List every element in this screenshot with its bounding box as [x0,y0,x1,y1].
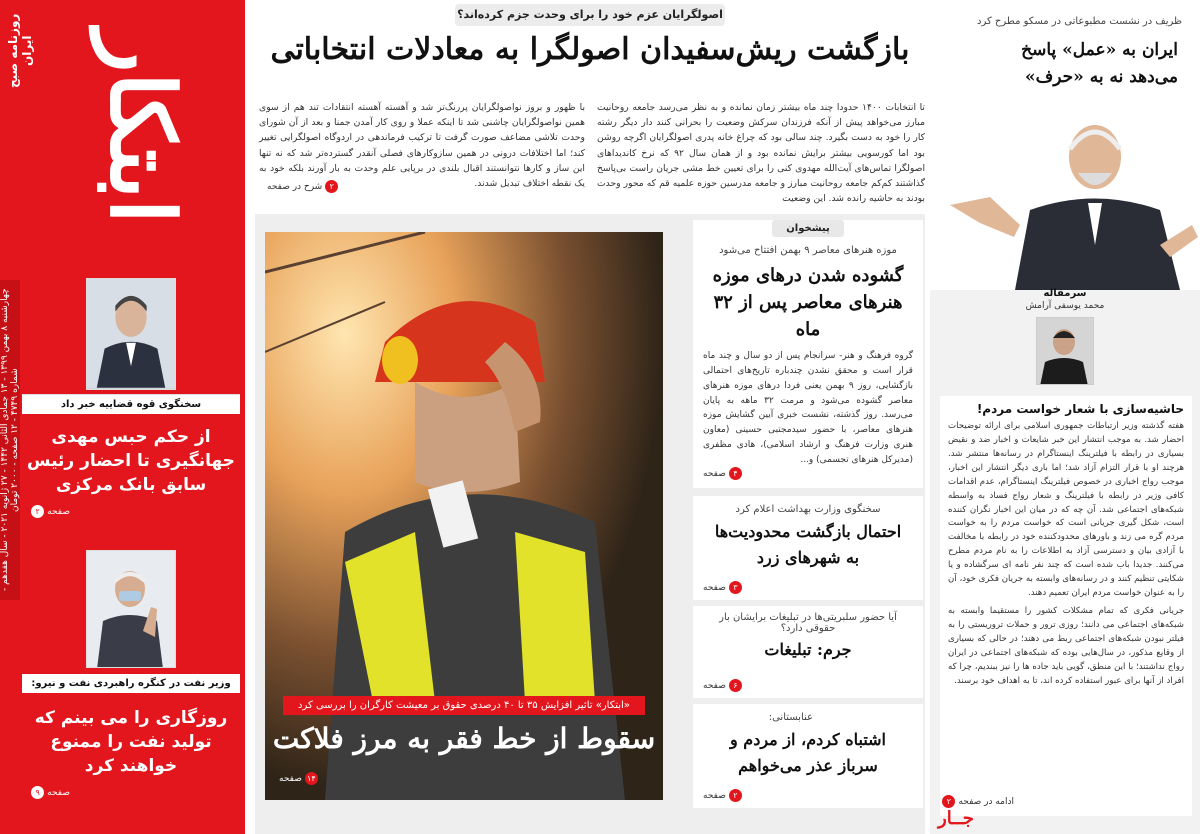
editorial-article[interactable] [940,396,1192,816]
left-story-2-page-ref[interactable]: صفحه ۹ [22,786,240,799]
top-story-col1: تا انتخابات ۱۴۰۰ حدودا چند ماه بیشتر زمان نمانده و به نظر می‌رسد جامعه روحانیت مبارز می‌خواهد پیش از آنکه فرزندان سرکش وضعیت را بحرانی کنند دار دیگر رشته کار را خود به دست بگیرد. چند سالی بود که چراغ خانه پدری اصولگرایان اگرچه روشن بود اما کورسویی بیشتر برایش نمانده بود و از همان سال ۹۲ که نرخ کاندیداهای اصولگرا تماس‌های آیت‌الله مهدوی کنی را برای تعیین خط مشی جریان راست بی‌پاسخ گذاشتند کم‌کم جامعه روحانیت مبارز و جامعه مدرسین حوزه علمیه قم که محور وحدت بودند به حاشیه رانده شد. این وضعیت [597,102,925,205]
left-red-column [0,0,245,834]
ads-title: جرم: تبلیغات [764,640,852,659]
editorial-title: حاشیه‌سازی با شعار خواست مردم! [976,402,1184,416]
apology-title: اشتباه کردم، از مردم و سرباز عذر می‌خواهم [729,730,886,775]
preview-body: گروه فرهنگ و هنر- سرانجام پس از دو سال و چند ماه قرار است و محقق نشدن چندباره تاریخ‌های احتمالی بازگشایی، روز ۹ بهمن یعنی فردا درهای موزه هنرهای معاصر گشوده می‌شود و مرمت ۳۲ ماهه به پایان می‌رسد. روز گذشته، نشست خبری آیین گشایش موزه هنرهای معاصر، با حضور سیدمجتبی حسینی (معاون هنری وزارت فرهنگ و ارشاد اسلامی)، هادی مظفری (مدیرکل هنرهای تجسمی) و... [703,351,914,465]
left-story-1-page-ref[interactable]: صفحه ۲ [22,505,240,518]
photo-story[interactable] [265,232,663,800]
spokesman-photo [86,278,176,390]
ads-page-ref[interactable]: ۶ صفحه [703,679,742,692]
editorial-page-ref[interactable]: ادامه در صفحه ۲ [942,795,1014,808]
photo-story-headline: سقوط از خط فقر به مرز فلاکت [272,722,656,755]
left-story-2-caption: وزیر نفت در کنگره راهبردی نفت و نیرو: [22,674,240,693]
ads-card[interactable] [693,606,923,698]
left-story-2-headline: روزگاری را می بینم که تولید نفت را ممنوع خواهند کرد [34,708,228,776]
zarif-photo [930,105,1200,290]
preview-title: گشوده شدن درهای موزه هنرهای معاصر پس از ۳۲ ماه [712,265,904,340]
top-story-title: بازگشت ریش‌سفیدان اصولگرا به معادلات انتخاباتی [270,32,910,67]
zarif-kicker: ظریف در نشست مطبوعاتی در مسکو مطرح کرد [977,16,1182,27]
top-story[interactable] [255,4,925,204]
source-watermark: جــار [938,808,974,829]
left-story-2[interactable] [22,550,240,799]
health-kicker: سخنگوی وزارت بهداشت اعلام کرد [735,504,881,515]
editorial-header [944,288,1186,385]
editorial-body-1: هفته گذشته وزیر ارتباطات جمهوری اسلامی برای ارائه توضیحات احضار شد. به موجب انتشار این خبر شایعات و اخبار ضد و نقیض بسیاری در رابطه با فیلترینگ اینستاگرام در رسانه‌ها منتشر شد. هرچند او با قرار التزام آزاد شد؛ اما باری دیگر انتشار این اخبار، موجب رواج اخباری در خصوص فیلترینگ اینستاگرام، عدم اقدامات کافی وزیر در رابطه با فیلترینگ و شعار رواج فساد به واسطه شبکه‌های اجتماعی شد. آن چه که در میان این اخبار نگران کننده است، شکل گیری جریانی است که خواست مردم را به خواست مردم گره می زند و باورهای محدودکننده خود در رابطه با مخالفت با آزادی بیان و دسترسی آزاد به اطلاعات را به نام مردم مطرح می‌کنند. جدیدا باب شده است که چند نفر نامه ای سرگشاده و یا شکایتی تنظیم کنند و در رسانه‌های وابسته به جریان فکری خود، آن را به عنوان خواست مردم ایران تعمیم دهند. [948,421,1184,599]
photo-story-kicker: «ابتکار» تاثیر افزایش ۳۵ تا ۴۰ درصدی حقوق بر معیشت کارگران را بررسی کرد [283,696,645,715]
right-column [930,0,1200,834]
date-line: چهارشنبه ۸ بهمن ۱۳۹۹ - ۱۳ جمادی الثانی ۱۴۴۲ - ۲۷ ژانویه ۲۰۲۱ - سال هفدهم - شماره ۴۷۴۹ - ۱۲ صفحه - ۲۰۰۰ تومان [0,280,20,600]
preview-label: پیشخوان [772,220,844,237]
top-story-kicker: اصولگرایان عزم خود را برای وحدت جزم کرده‌اند؟ [455,4,725,26]
apology-kicker: عنابستانی: [768,712,813,723]
photo-story-page-ref[interactable]: ۱۴ صفحه [279,772,318,785]
editorial-author: محمد یوسفی آرامش [1025,301,1105,311]
apology-page-ref[interactable]: ۲ صفحه [703,789,742,802]
editorial-label: سرمقاله [1043,288,1087,299]
editorial-body-2: جریانی فکری که تمام مشکلات کشور را مستقیما وابسته به شبکه‌های اجتماعی می دانند؛ روزی ترور و حملات تروریستی را به فیلتر نبودن شبکه‌های اجتماعی ربط می دهند؛ در حالی که بسیاری از وقایع مذکور، در سال‌هایی بوده که شبکه‌های اجتماعی در ایران رواج نداشتند؛ با این منطق، گویی باید جاده ها را نیز ببندیم، چرا که افراد از آنها برای عبور استفاده کرده اند، تا به اهداف خود برسند. [948,605,1184,686]
ads-kicker: آیا حضور سلبریتی‌ها در تبلیغات برایشان بار حقوقی دارد؟ [719,612,897,634]
preview-page-ref[interactable]: ۴ صفحه [703,467,742,480]
zarif-story[interactable] [930,0,1200,290]
preview-kicker: موزه هنرهای معاصر ۹ بهمن افتتاح می‌شود [719,245,897,256]
oil-minister-photo [86,550,176,668]
masthead-logo: ابتکار [90,30,195,224]
left-story-1[interactable] [22,278,240,518]
apology-card[interactable] [693,704,923,808]
left-story-1-headline: از حکم حبس مهدی جهانگیری تا احضار رئیس سابق بانک مرکزی [27,427,235,495]
top-story-col2: با ظهور و بروز نواصولگرایان پررنگ‌تر شد و آهسته آهسته انتقادات تند هم از سوی همین نواصولگرایان چاشنی شد تا اینکه عملا و روی کار آمدن جمنا و بعد از آن شورای وحدت تلاشی مضاعف صورت گرفت تا ترکیب فرماندهی در اردوگاه اصولگرایی تغییر کند؛ اما اختلافات درونی در همین سازوکارهای فصلی آنقدر گسترده‌تر شد که نه تنها این ساز و کارها نتوانستند اقبال بلندی در برپایی علم وحدت به بار آورند بلکه خود به یک نقطه اختلاف تبدیل شدند. [259,102,585,189]
health-card[interactable] [693,496,923,600]
top-story-page-ref[interactable]: ۲ شرح در صفحه [267,180,338,193]
health-page-ref[interactable]: ۳ صفحه [703,581,742,594]
editorial-author-photo [1036,317,1094,385]
preview-card[interactable] [693,220,923,488]
health-title: احتمال بازگشت محدودیت‌ها به شهرهای زرد [714,522,902,567]
zarif-title: ایران به «عمل» پاسخ می‌دهد نه به «حرف» [1021,40,1178,88]
left-story-1-caption: سخنگوی قوه قضاییه خبر داد [22,394,240,414]
masthead-tagline: روزنامه صبح ایران [6,13,34,89]
